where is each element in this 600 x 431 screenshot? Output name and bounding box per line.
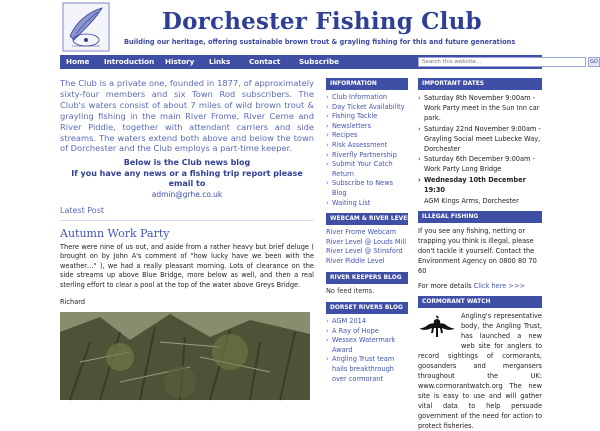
dorset-link-watermark[interactable]: › Wessex Watermark Award <box>326 336 408 355</box>
main-content <box>60 78 314 200</box>
important-dates-list <box>418 93 542 195</box>
blog-note-line1: Below is the Club news blog <box>123 158 251 168</box>
illegal-fishing-heading: ILLEGAL FISHING <box>418 211 542 223</box>
search-input[interactable] <box>418 57 586 67</box>
webcam-link-frome[interactable]: River Frome Webcam <box>326 228 397 237</box>
agm-location: AGM Kings Arms, Dorchester <box>424 197 519 206</box>
click-here-link[interactable]: Click here >>> <box>473 282 525 291</box>
illegal-fishing-text: If you see any fishing, netting or trapping you think is illegal, please don't tackle it yourself. Contact the Environment Agency on 0800 80 70 60 <box>418 227 537 276</box>
info-link-subscribe-blog[interactable]: › Subscribe to News Blog <box>326 179 408 198</box>
cormorant-icon <box>418 311 456 341</box>
date-item: › Saturday 6th December 9:00am - Work Party Long Bridge <box>418 154 542 174</box>
post-body: There were nine of us out, and aside from a rather heavy but brief deluge ( brought on by John A's comment of "how lucky have we been with the weather…" ), we had a really pleasant morning. Lots of clearance on the side streams up above Blue Bridge, more below as well, and then a real sterling effort to clear a pool at the top of the water above Greys Bridge. <box>60 243 314 289</box>
date-item: › Wednesday 10th December 19:30 <box>418 175 542 195</box>
post-author: Richard <box>60 298 86 306</box>
info-link-waiting-list[interactable]: › Waiting List <box>326 199 408 209</box>
main-navigation <box>60 55 598 69</box>
site-title[interactable]: Dorchester Fishing Club <box>162 8 482 35</box>
keepers-blog-heading: RIVER KEEPERS BLOG <box>326 272 408 284</box>
information-heading: INFORMATION <box>326 78 408 90</box>
nav-contact[interactable]: Contact <box>249 57 281 66</box>
dorset-link-angling-trust[interactable]: › Angling Trust team hails breakthrough over cormorant <box>326 355 408 384</box>
dorset-blog-heading: DORSET RIVERS BLOG <box>326 302 408 314</box>
sidebar-right <box>418 78 542 431</box>
nav-home[interactable]: Home <box>66 57 90 66</box>
info-link-catch-return[interactable]: › Submit Your Catch Return <box>326 160 408 179</box>
important-dates-heading: IMPORTANT DATES <box>418 78 542 90</box>
information-links <box>326 93 408 208</box>
info-link-day-ticket[interactable]: › Day Ticket Availability <box>326 103 408 113</box>
nav-links[interactable]: Links <box>209 57 231 66</box>
dorset-link-agm[interactable]: › AGM 2014 <box>326 317 408 327</box>
intro-paragraph: The Club is a private one, founded in 1877, of approximately sixty-four members and six Town Rod subscribers. The Club's waters consist of about 7 miles of wild brown trout & grayling fishing in the main River Frome, River Cerne and River Piddle, together with attendant carriers and side streams. The waters extend both above and below the town of Dorchester and the Club employs a part-time keeper. <box>60 78 314 154</box>
post-title[interactable]: Autumn Work Party <box>60 227 170 240</box>
post-divider <box>60 220 314 221</box>
nav-history[interactable]: History <box>165 57 195 66</box>
info-link-club-information[interactable]: › Club Information <box>326 93 408 103</box>
blog-note-line2: If you have any news or a fishing trip report please email to <box>71 168 303 189</box>
dorset-blog-links <box>326 317 408 384</box>
webcam-links <box>326 228 408 266</box>
info-link-recipes[interactable]: › Recipes <box>326 131 408 141</box>
info-link-riverfly[interactable]: › Riverfly Partnership <box>326 151 408 161</box>
club-crest-logo[interactable] <box>62 2 110 52</box>
more-details-label: For more details <box>418 282 472 291</box>
nav-subscribe[interactable]: Subscribe <box>299 57 340 66</box>
info-link-risk-assessment[interactable]: › Risk Assessment <box>326 141 408 151</box>
webcam-link-piddle[interactable]: River Piddle Level <box>326 256 385 265</box>
blog-note <box>60 158 314 200</box>
cormorant-watch-heading: CORMORANT WATCH <box>418 296 542 308</box>
nav-introduction[interactable]: Introduction <box>104 57 155 66</box>
sidebar-middle <box>326 78 412 389</box>
date-item: › Saturday 8th November 9:00am - Work Party meet in the Sun Inn car park. <box>418 93 542 124</box>
cormorant-watch-text <box>418 311 542 431</box>
site-header <box>0 0 600 55</box>
dorset-link-ray-of-hope[interactable]: › A Ray of Hope <box>326 327 408 337</box>
latest-post-label: Latest Post <box>60 206 105 215</box>
info-link-newsletters[interactable]: › Newsletters <box>326 122 408 132</box>
cormorant-watch-body: Angling's representative body, the Angling Trust, has launched a new web site for anglers to record sightings of cormorants, goosanders and mergansers throughout the UK: www.cormorantwatch.org The new site is easy to use and will gather vital data to help persuade government of the need for action to protect fisheries. <box>418 312 542 431</box>
search-go-button[interactable]: GO <box>588 57 600 67</box>
site-tagline: Building our heritage, offering sustainable brown trout & grayling fishing for this and future generations <box>124 38 516 46</box>
illegal-fishing-more <box>418 281 542 291</box>
date-item: › Saturday 22nd November 9:00am - Grayling Social meet Lubecke Way, Dorchester <box>418 124 542 155</box>
webcam-link-louds-mill[interactable]: River Level @ Louds Mill <box>326 237 407 246</box>
info-link-fishing-tackle[interactable]: › Fishing Tackle <box>326 112 408 122</box>
webcam-link-stinsford[interactable]: River Level @ Stinsford <box>326 247 403 256</box>
keepers-blog-text: No feed items. <box>326 286 375 295</box>
webcam-heading: WEBCAM & RIVER LEVEL <box>326 213 408 225</box>
post-photo <box>60 312 310 400</box>
blog-email-link[interactable]: admin@grhe.co.uk <box>151 189 223 199</box>
